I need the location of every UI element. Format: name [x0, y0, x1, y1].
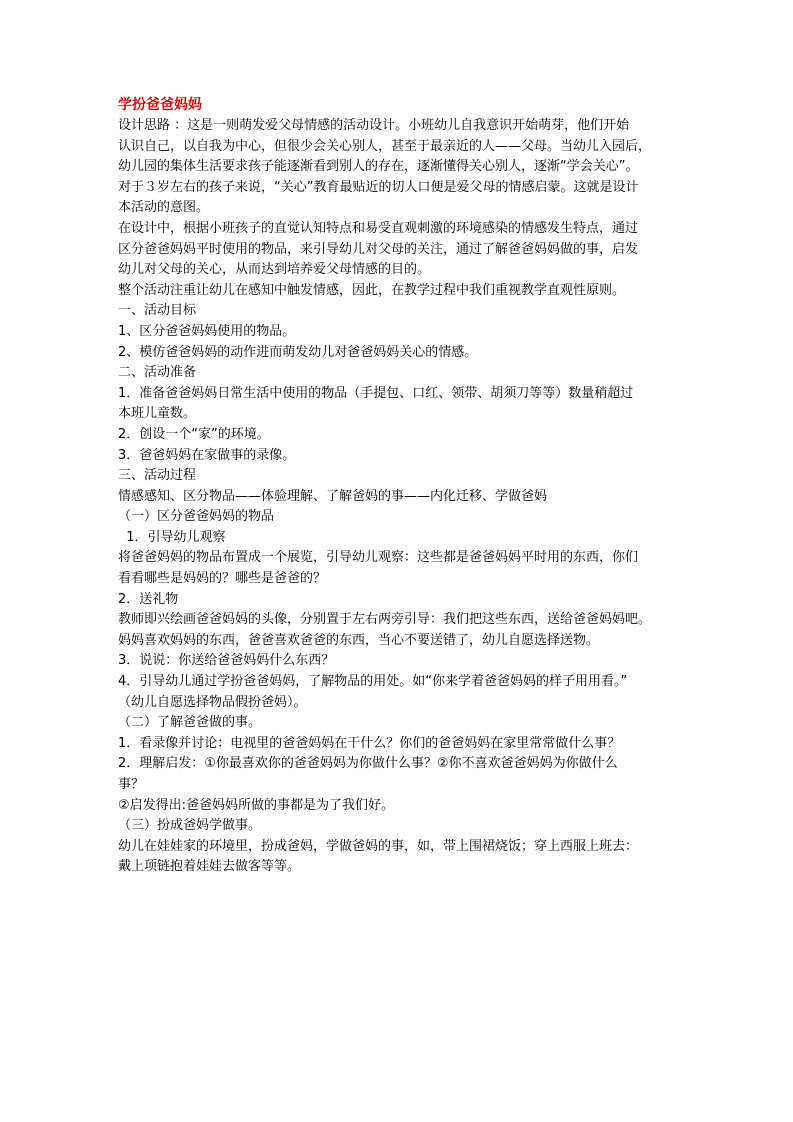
paragraph-line: 三、活动过程: [118, 468, 197, 484]
paragraph-line: 本班儿童数。: [118, 406, 197, 422]
paragraph-line: 3．爸爸妈妈在家做事的录像。: [118, 447, 296, 463]
paragraph-line: 在设计中，根据小班孩子的直觉认知特点和易受直观刺激的环境感染的情感发生特点，通过: [118, 220, 639, 236]
document-page: [118, 94, 678, 878]
document-title: 学扮爸爸妈妈: [118, 97, 202, 113]
paragraph-line: 2、模仿爸爸妈妈的动作进而萌发幼儿对爸爸妈妈关心的情感。: [118, 344, 478, 360]
paragraph-line: （幼儿自愿选择物品假扮爸妈）。: [118, 694, 307, 710]
paragraph-line: （三）扮成爸妈学做事。: [118, 818, 262, 834]
paragraph-line: 对于３岁左右的孩子来说，“关心”教育最贴近的切人口便是爱父母的情感启蒙。这就是设计: [118, 179, 639, 195]
paragraph-line: 妈妈喜欢妈妈的东西，爸爸喜欢爸爸的东西，当心不要送错了，幼儿自愿选择送物。: [118, 632, 600, 648]
paragraph-line: 1．准备爸爸妈妈日常生活中使用的物品（手提包、口红、领带、胡须刀等等）数量稍超过: [118, 385, 634, 401]
paragraph-line: （二）了解爸爸做的事。: [118, 715, 262, 731]
paragraph-line: 二、活动准备: [118, 365, 197, 381]
paragraph-line: 将爸爸妈妈的物品布置成一个展览，引导幼儿观察：这些都是爸爸妈妈平时用的东西，你们: [118, 550, 639, 566]
paragraph-line: （一）区分爸爸妈妈的物品: [118, 509, 275, 525]
paragraph-line: 3．说说：你送给爸爸妈妈什么东西？: [118, 653, 335, 669]
paragraph-line: 事？: [118, 777, 145, 792]
paragraph-line: 2．理解启发：①你最喜欢你的爸爸妈妈为你做什么事？②你不喜欢爸爸妈妈为你做什么: [118, 756, 618, 772]
paragraph-line: 整个活动注重让幼儿在感知中触发情感，因此，在教学过程中我们重视教学直观性原则。: [118, 282, 626, 298]
paragraph-line: 本活动的意图。: [118, 200, 210, 216]
paragraph-line: 戴上项链抱着娃娃去做客等等。: [118, 859, 301, 875]
paragraph-line: 认识自己，以自我为中心，但很少会关心别人，甚至于最亲近的人——父母。当幼儿入园后，: [118, 138, 652, 154]
paragraph-line: 教师即兴绘画爸爸妈妈的头像，分别置于左右两旁引导：我们把这些东西，送给爸爸妈妈吧。: [118, 612, 652, 628]
paragraph-line: 幼儿园的集体生活要求孩子能逐渐看到别人的存在，逐渐懂得关心别人，逐渐“学会关心”。: [118, 159, 639, 175]
paragraph-line: 4．引导幼儿通过学扮爸爸妈妈，了解物品的用处。如“你来学着爸爸妈妈的样子用用看。”: [118, 674, 628, 690]
paragraph-line: 幼儿对父母的关心，从而达到培养爱父母情感的目的。: [118, 262, 431, 278]
paragraph-line: 2．送礼物: [118, 591, 179, 607]
paragraph-line: 设计思路 ：这是一则萌发爱父母情感的活动设计。小班幼儿自我意识开始萌芽，他们开始: [118, 118, 630, 133]
paragraph-line: 情感感知、区分物品——体验理解、了解爸妈的事——内化迁移、学做爸妈: [118, 488, 548, 504]
paragraph-line: 幼儿在娃娃家的环境里，扮成爸妈，学做爸妈的事，如，带上围裙烧饭；穿上西服上班去：: [118, 838, 639, 854]
document-body: [118, 116, 678, 878]
paragraph-line: 1．引导幼儿观察: [118, 529, 226, 545]
paragraph-line: 1．看录像并讨论：电视里的爸爸妈妈在干什么？你们的爸爸妈妈在家里常常做什么事？: [118, 735, 621, 751]
paragraph-line: 看看哪些是妈妈的？哪些是爸爸的？: [118, 571, 327, 587]
paragraph-line: 一、活动目标: [118, 303, 197, 319]
paragraph-line: 区分爸爸妈妈平时使用的物品，来引导幼儿对父母的关注，通过了解爸爸妈妈做的事，启发: [118, 241, 639, 257]
paragraph-line: ②启发得出:爸爸妈妈所做的事都是为了我们好。: [118, 797, 395, 813]
paragraph-line: 2．创设一个“家”的环境。: [118, 426, 270, 442]
paragraph-line: 1、区分爸爸妈妈使用的物品。: [118, 323, 296, 339]
